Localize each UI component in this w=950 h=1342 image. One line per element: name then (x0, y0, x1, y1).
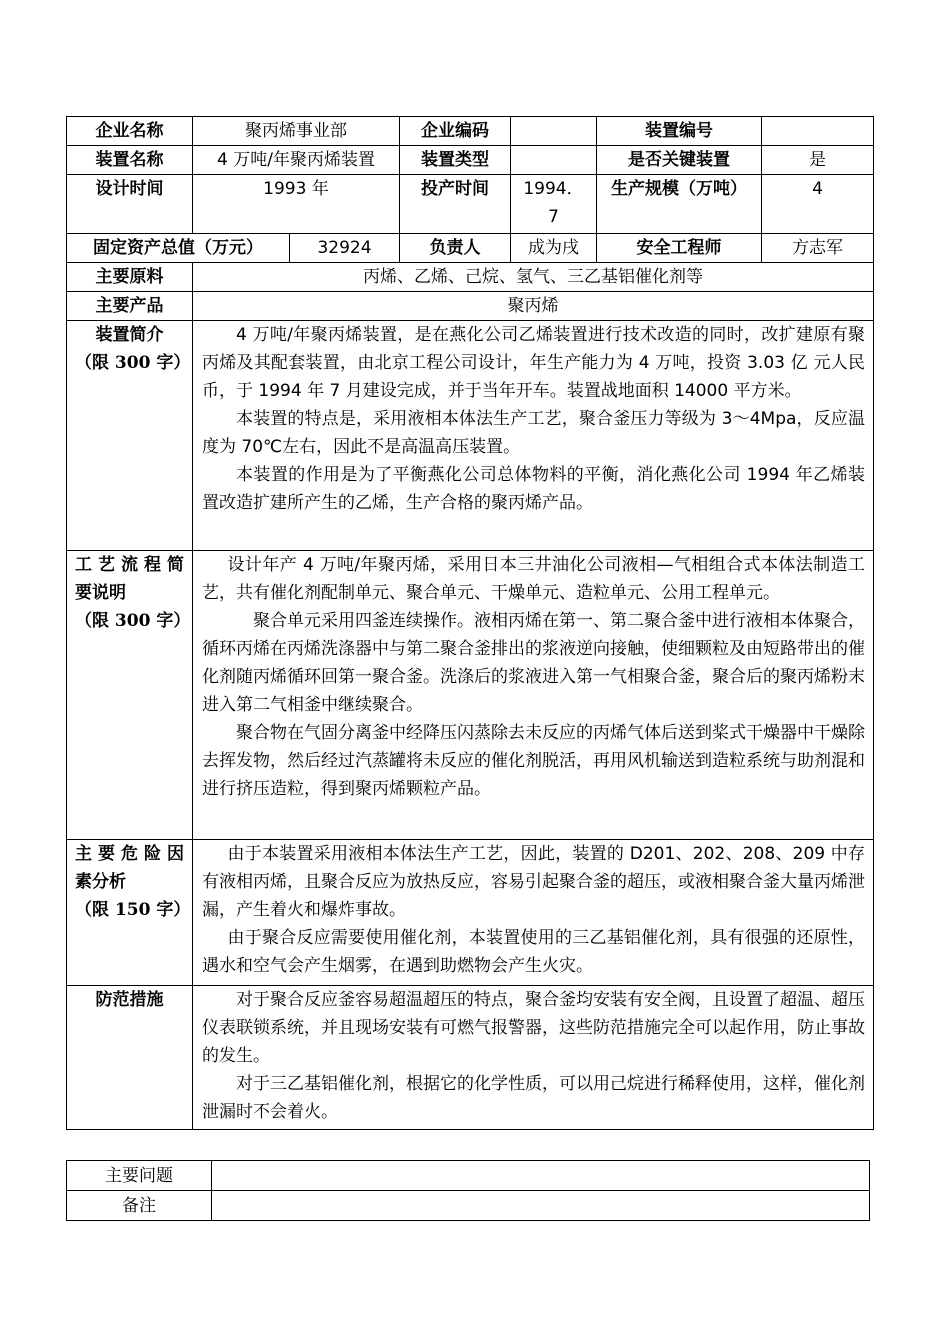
remarks-label: 备注 (67, 1191, 212, 1221)
intro-body (193, 321, 874, 551)
company-code-label: 企业编码 (400, 117, 511, 146)
design-time-label: 设计时间 (67, 175, 193, 234)
company-code-value (511, 117, 597, 146)
intro-label: 装置简介 (95, 325, 164, 345)
hazard-limit: （限 150 字） (75, 900, 191, 920)
intro-paragraph: 4 万吨/年聚丙烯装置，是在燕化公司乙烯装置进行技术改造的同时，改扩建原有聚丙烯及其配套装置，由北京工程公司设计，年生产能力为 4 万吨，投资 3.03 亿 元人民币，于 1994 年 7 月建设完成，并于当年开车。装置战地面积 14000 平方米。 (202, 325, 865, 401)
measures-body (193, 986, 874, 1130)
key-unit-label: 是否关键装置 (597, 146, 762, 175)
company-name-value: 聚丙烯事业部 (193, 117, 400, 146)
hazard-label-line1: 主要危险因 (75, 844, 184, 864)
owner-value: 成为戌 (511, 234, 597, 263)
process-label-line1: 工艺流程简 (75, 555, 184, 575)
unit-no-value (762, 117, 874, 146)
product-value: 聚丙烯 (193, 292, 874, 321)
safety-engineer-label: 安全工程师 (597, 234, 762, 263)
issues-value (212, 1161, 870, 1191)
process-paragraph: 设计年产 4 万吨/年聚丙烯，采用日本三井油化公司液相—气相组合式本体法制造工艺，共有催化剂配制单元、聚合单元、干燥单元、造粒单元、公用工程单元。 (202, 555, 865, 603)
start-time-value (511, 175, 597, 234)
hazard-paragraph: 由于本装置采用液相本体法生产工艺，因此，装置的 D201、202、208、209 中存有液相丙烯，且聚合反应为放热反应，容易引起聚合釜的超压，或液相聚合釜大量丙烯泄漏，产生着火和爆炸事故。 (202, 844, 865, 920)
process-label-line2: 要说明 (75, 583, 126, 603)
remarks-value (212, 1191, 870, 1221)
hazard-paragraph: 由于聚合反应需要使用催化剂，本装置使用的三乙基铝催化剂，具有很强的还原性，遇水和空气会产生烟雾，在遇到助燃物会产生火灾。 (202, 928, 865, 976)
unit-no-label: 装置编号 (597, 117, 762, 146)
process-paragraph: 聚合物在气固分离釜中经降压闪蒸除去未反应的丙烯气体后送到桨式干燥器中干燥除去挥发物，然后经过汽蒸罐将未反应的催化剂脱活，再用风机输送到造粒系统与助剂混和进行挤压造粒，得到聚丙烯颗粒产品。 (202, 723, 865, 799)
unit-info-table (66, 116, 874, 1130)
start-time-label: 投产时间 (400, 175, 511, 234)
measures-paragraph: 对于聚合反应釜容易超温超压的特点，聚合釜均安装有安全阀，且设置了超温、超压仪表联锁系统，并且现场安装有可燃气报警器，这些防范措施完全可以起作用，防止事故的发生。 (202, 990, 865, 1066)
design-time-value: 1993 年 (193, 175, 400, 234)
process-label-cell (67, 551, 193, 840)
start-time-line2: 7 (548, 207, 559, 227)
scale-label: 生产规模（万吨） (597, 175, 762, 234)
unit-name-label: 装置名称 (67, 146, 193, 175)
measures-label: 防范措施 (67, 986, 193, 1130)
raw-label: 主要原料 (67, 263, 193, 292)
hazard-label-line2: 素分析 (75, 872, 126, 892)
key-unit-value: 是 (762, 146, 874, 175)
hazard-body (193, 840, 874, 986)
process-limit: （限 300 字） (75, 611, 191, 631)
intro-limit: （限 300 字） (75, 353, 191, 373)
assets-label: 固定资产总值（万元） (67, 234, 290, 263)
scale-value: 4 (762, 175, 874, 234)
company-name-label: 企业名称 (67, 117, 193, 146)
unit-type-value (511, 146, 597, 175)
process-body (193, 551, 874, 840)
start-time-line1: 1994． (523, 179, 584, 199)
intro-paragraph: 本装置的特点是，采用液相本体法生产工艺，聚合釜压力等级为 3～4Mpa，反应温度为 70℃左右，因此不是高温高压装置。 (202, 409, 865, 457)
unit-name-value: 4 万吨/年聚丙烯装置 (193, 146, 400, 175)
safety-engineer-value: 方志军 (762, 234, 874, 263)
issues-label: 主要问题 (67, 1161, 212, 1191)
measures-paragraph: 对于三乙基铝催化剂，根据它的化学性质，可以用己烷进行稀释使用，这样，催化剂泄漏时不会着火。 (202, 1074, 865, 1122)
assets-value: 32924 (290, 234, 400, 263)
raw-value: 丙烯、乙烯、己烷、氢气、三乙基铝催化剂等 (193, 263, 874, 292)
notes-table (66, 1160, 870, 1221)
process-paragraph: 聚合单元采用四釜连续操作。液相丙烯在第一、第二聚合釜中进行液相本体聚合，循环丙烯在丙烯洗涤器中与第二聚合釜排出的浆液逆向接触，使细颗粒及由短路带出的催化剂随丙烯循环回第一聚合釜。洗涤后的浆液进入第一气相聚合釜，聚合后的聚丙烯粉末进入第二气相釜中继续聚合。 (202, 611, 865, 715)
intro-paragraph: 本装置的作用是为了平衡燕化公司总体物料的平衡，消化燕化公司 1994 年乙烯装置改造扩建所产生的乙烯，生产合格的聚丙烯产品。 (202, 465, 865, 513)
intro-label-cell (67, 321, 193, 551)
hazard-label-cell (67, 840, 193, 986)
owner-label: 负责人 (400, 234, 511, 263)
product-label: 主要产品 (67, 292, 193, 321)
unit-type-label: 装置类型 (400, 146, 511, 175)
